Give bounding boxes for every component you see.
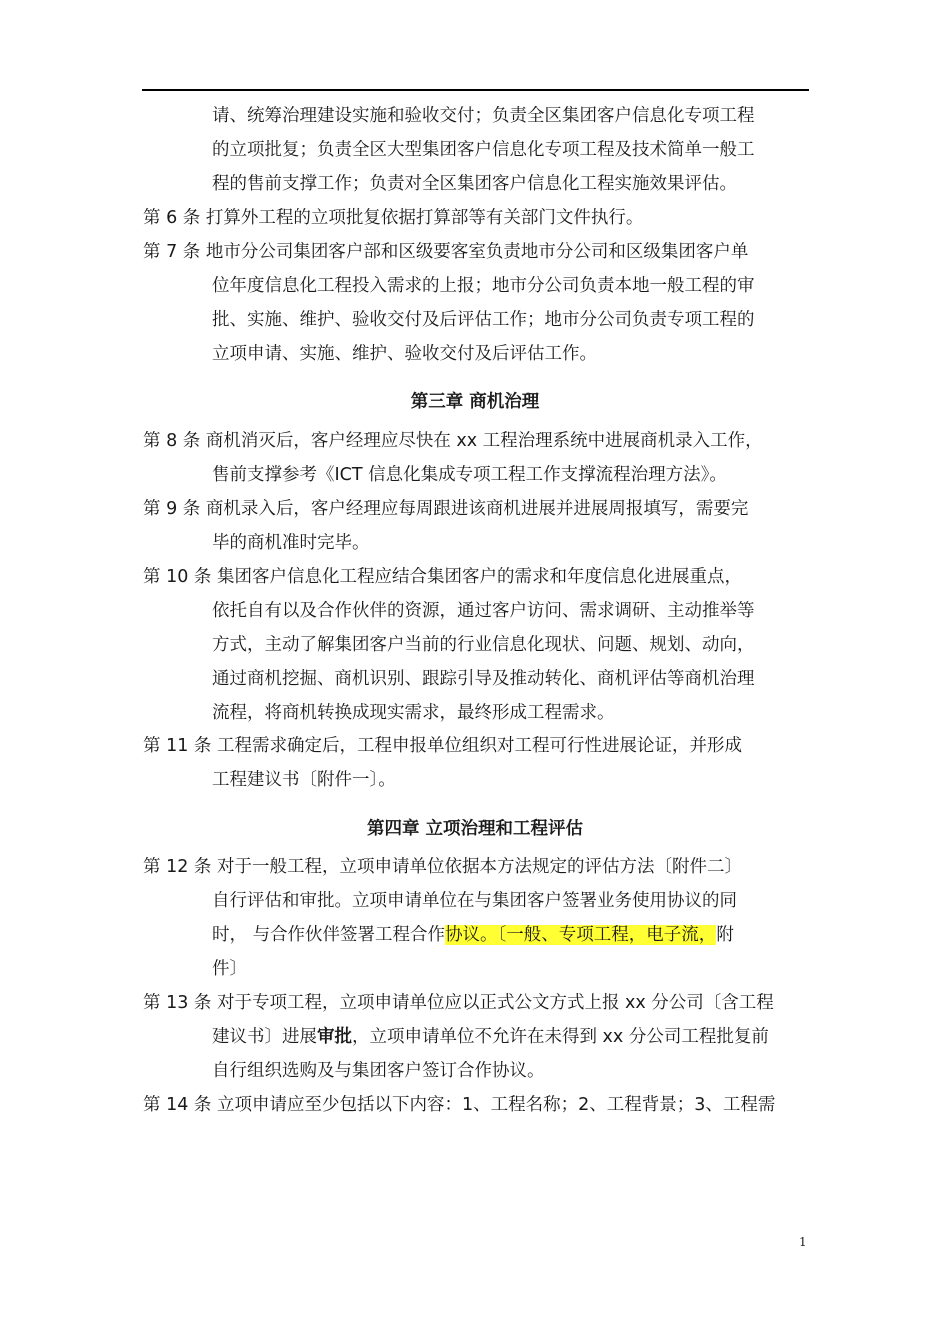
text-line: 依托自有以及合作伙伴的资源，通过客户访问、需求调研、主动推举等 — [212, 601, 755, 621]
text-line: 通过商机挖掘、商机识别、跟踪引导及推动转化、商机评估等商机治理 — [212, 669, 755, 689]
article-13: 第 13 条 对于专项工程，立项申请单位应以正式公文方式上报 xx 分公司〔含工程 — [143, 993, 774, 1013]
text-line: 程的售前支撑工作；负责对全区集团客户信息化工程实施效果评估。 — [212, 174, 737, 194]
article-14: 第 14 条 立项申请应至少包括以下内容：1、工程名称；2、工程背景；3、工程需 — [143, 1095, 776, 1115]
article-12: 第 12 条 对于一般工程，立项申请单位依据本方法规定的评估方法〔附件二〕 — [143, 857, 742, 877]
text-plain: 附 — [716, 925, 734, 945]
text-line: 自行评估和审批。立项申请单位在与集团客户签署业务使用协议的同 — [212, 891, 737, 911]
article-8: 第 8 条 商机消灭后，客户经理应尽快在 xx 工程治理系统中进展商机录入工作， — [143, 431, 763, 451]
text-line: 售前支撑参考《ICT 信息化集成专项工程工作支撑流程治理方法》。 — [212, 465, 727, 485]
text-line: 毕的商机准时完毕。 — [212, 533, 370, 553]
text-line: 位年度信息化工程投入需求的上报；地市分公司负责本地一般工程的审 — [212, 276, 755, 296]
text-line: 方式，主动了解集团客户当前的行业信息化现状、问题、规划、动向， — [212, 635, 755, 655]
article-10: 第 10 条 集团客户信息化工程应结合集团客户的需求和年度信息化进展重点， — [143, 567, 742, 587]
highlighted-text: 协议。〔一般、专项工程，电子流， — [445, 925, 717, 945]
text-line: 立项申请、实施、维护、验收交付及后评估工作。 — [212, 344, 597, 364]
article-9: 第 9 条 商机录入后，客户经理应每周跟进该商机进展并进展周报填写，需要完 — [143, 499, 749, 519]
article-11: 第 11 条 工程需求确定后，工程申报单位组织对工程可行性进展论证，并形成 — [143, 736, 742, 756]
chapter-4-heading: 第四章 立项治理和工程评估 — [366, 819, 584, 839]
text-plain: ，立项申请单位不允许在未得到 xx 分公司工程批复前 — [352, 1027, 769, 1047]
article-7: 第 7 条 地市分公司集团客户部和区级要客室负责地市分公司和区级集团客户单 — [143, 242, 749, 262]
text-line: 工程建议书〔附件一〕。 — [212, 770, 396, 790]
header-rule — [142, 89, 809, 91]
text-line: 请、统筹治理建设实施和验收交付；负责全区集团客户信息化专项工程 — [212, 106, 755, 126]
text-plain: 时， 与合作伙伴签署工程合作 — [212, 925, 446, 945]
text-line: 件〕 — [212, 959, 247, 979]
text-line — [212, 923, 734, 947]
page-number: 1 — [799, 1235, 807, 1249]
text-line: 批、实施、维护、验收交付及后评估工作；地市分公司负责专项工程的 — [212, 310, 755, 330]
text-line: 自行组织选购及与集团客户签订合作协议。 — [212, 1061, 545, 1081]
chapter-3-heading: 第三章 商机治理 — [410, 392, 540, 412]
article-6: 第 6 条 打算外工程的立项批复依据打算部等有关部门文件执行。 — [143, 208, 644, 228]
text-line: 的立项批复；负责全区大型集团客户信息化专项工程及技术简单一般工 — [212, 140, 755, 160]
bold-text: 审批 — [317, 1027, 352, 1047]
text-plain: 建议书〕进展 — [212, 1027, 317, 1047]
text-line — [212, 1025, 769, 1049]
text-line: 流程，将商机转换成现实需求，最终形成工程需求。 — [212, 703, 615, 723]
